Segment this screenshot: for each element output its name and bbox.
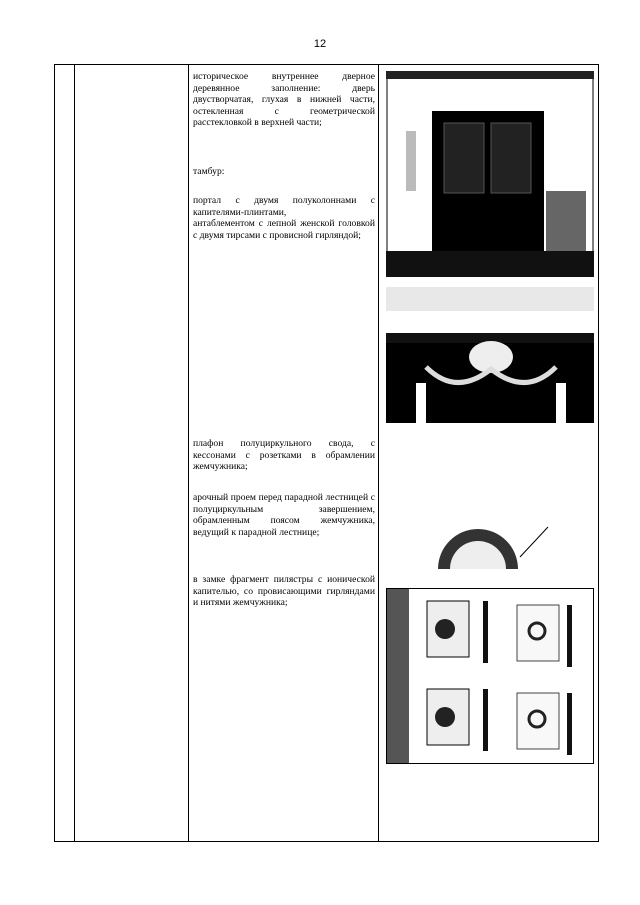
- description-door: историческое внутреннее дверное деревянное заполнение: дверь двустворчатая, глухая в нижней части, остекленная с геометрической расстекловкой в верхней части;: [193, 71, 375, 129]
- description-ceiling: плафон полуциркульного свода, с кессонами с розетками в обрамлении жемчужника;: [193, 438, 375, 473]
- table: [54, 64, 599, 842]
- page-number: 12: [313, 38, 327, 50]
- description-arch: арочный проем перед парадной лестницей с полуциркульным завершением, обрамленным поясом жемчужника, ведущий к парадной лестнице;: [193, 492, 375, 538]
- photo-keystone: [386, 588, 594, 764]
- photo-arch: [430, 505, 550, 571]
- photo-portal: [386, 287, 594, 423]
- photo-door: [386, 71, 594, 277]
- column-divider: [188, 65, 189, 841]
- description-keystone: в замке фрагмент пилястры с ионической капителью, со провисающими гирляндами и нитями жемчужника;: [193, 574, 375, 609]
- description-portal: портал с двумя полуколоннами с капителями-плинтами, антаблементом с лепной женской головкой с двумя тирсами с провисной гирляндой;: [193, 195, 375, 241]
- column-divider: [74, 65, 75, 841]
- column-divider: [378, 65, 379, 841]
- description-vestibule: тамбур:: [193, 166, 225, 177]
